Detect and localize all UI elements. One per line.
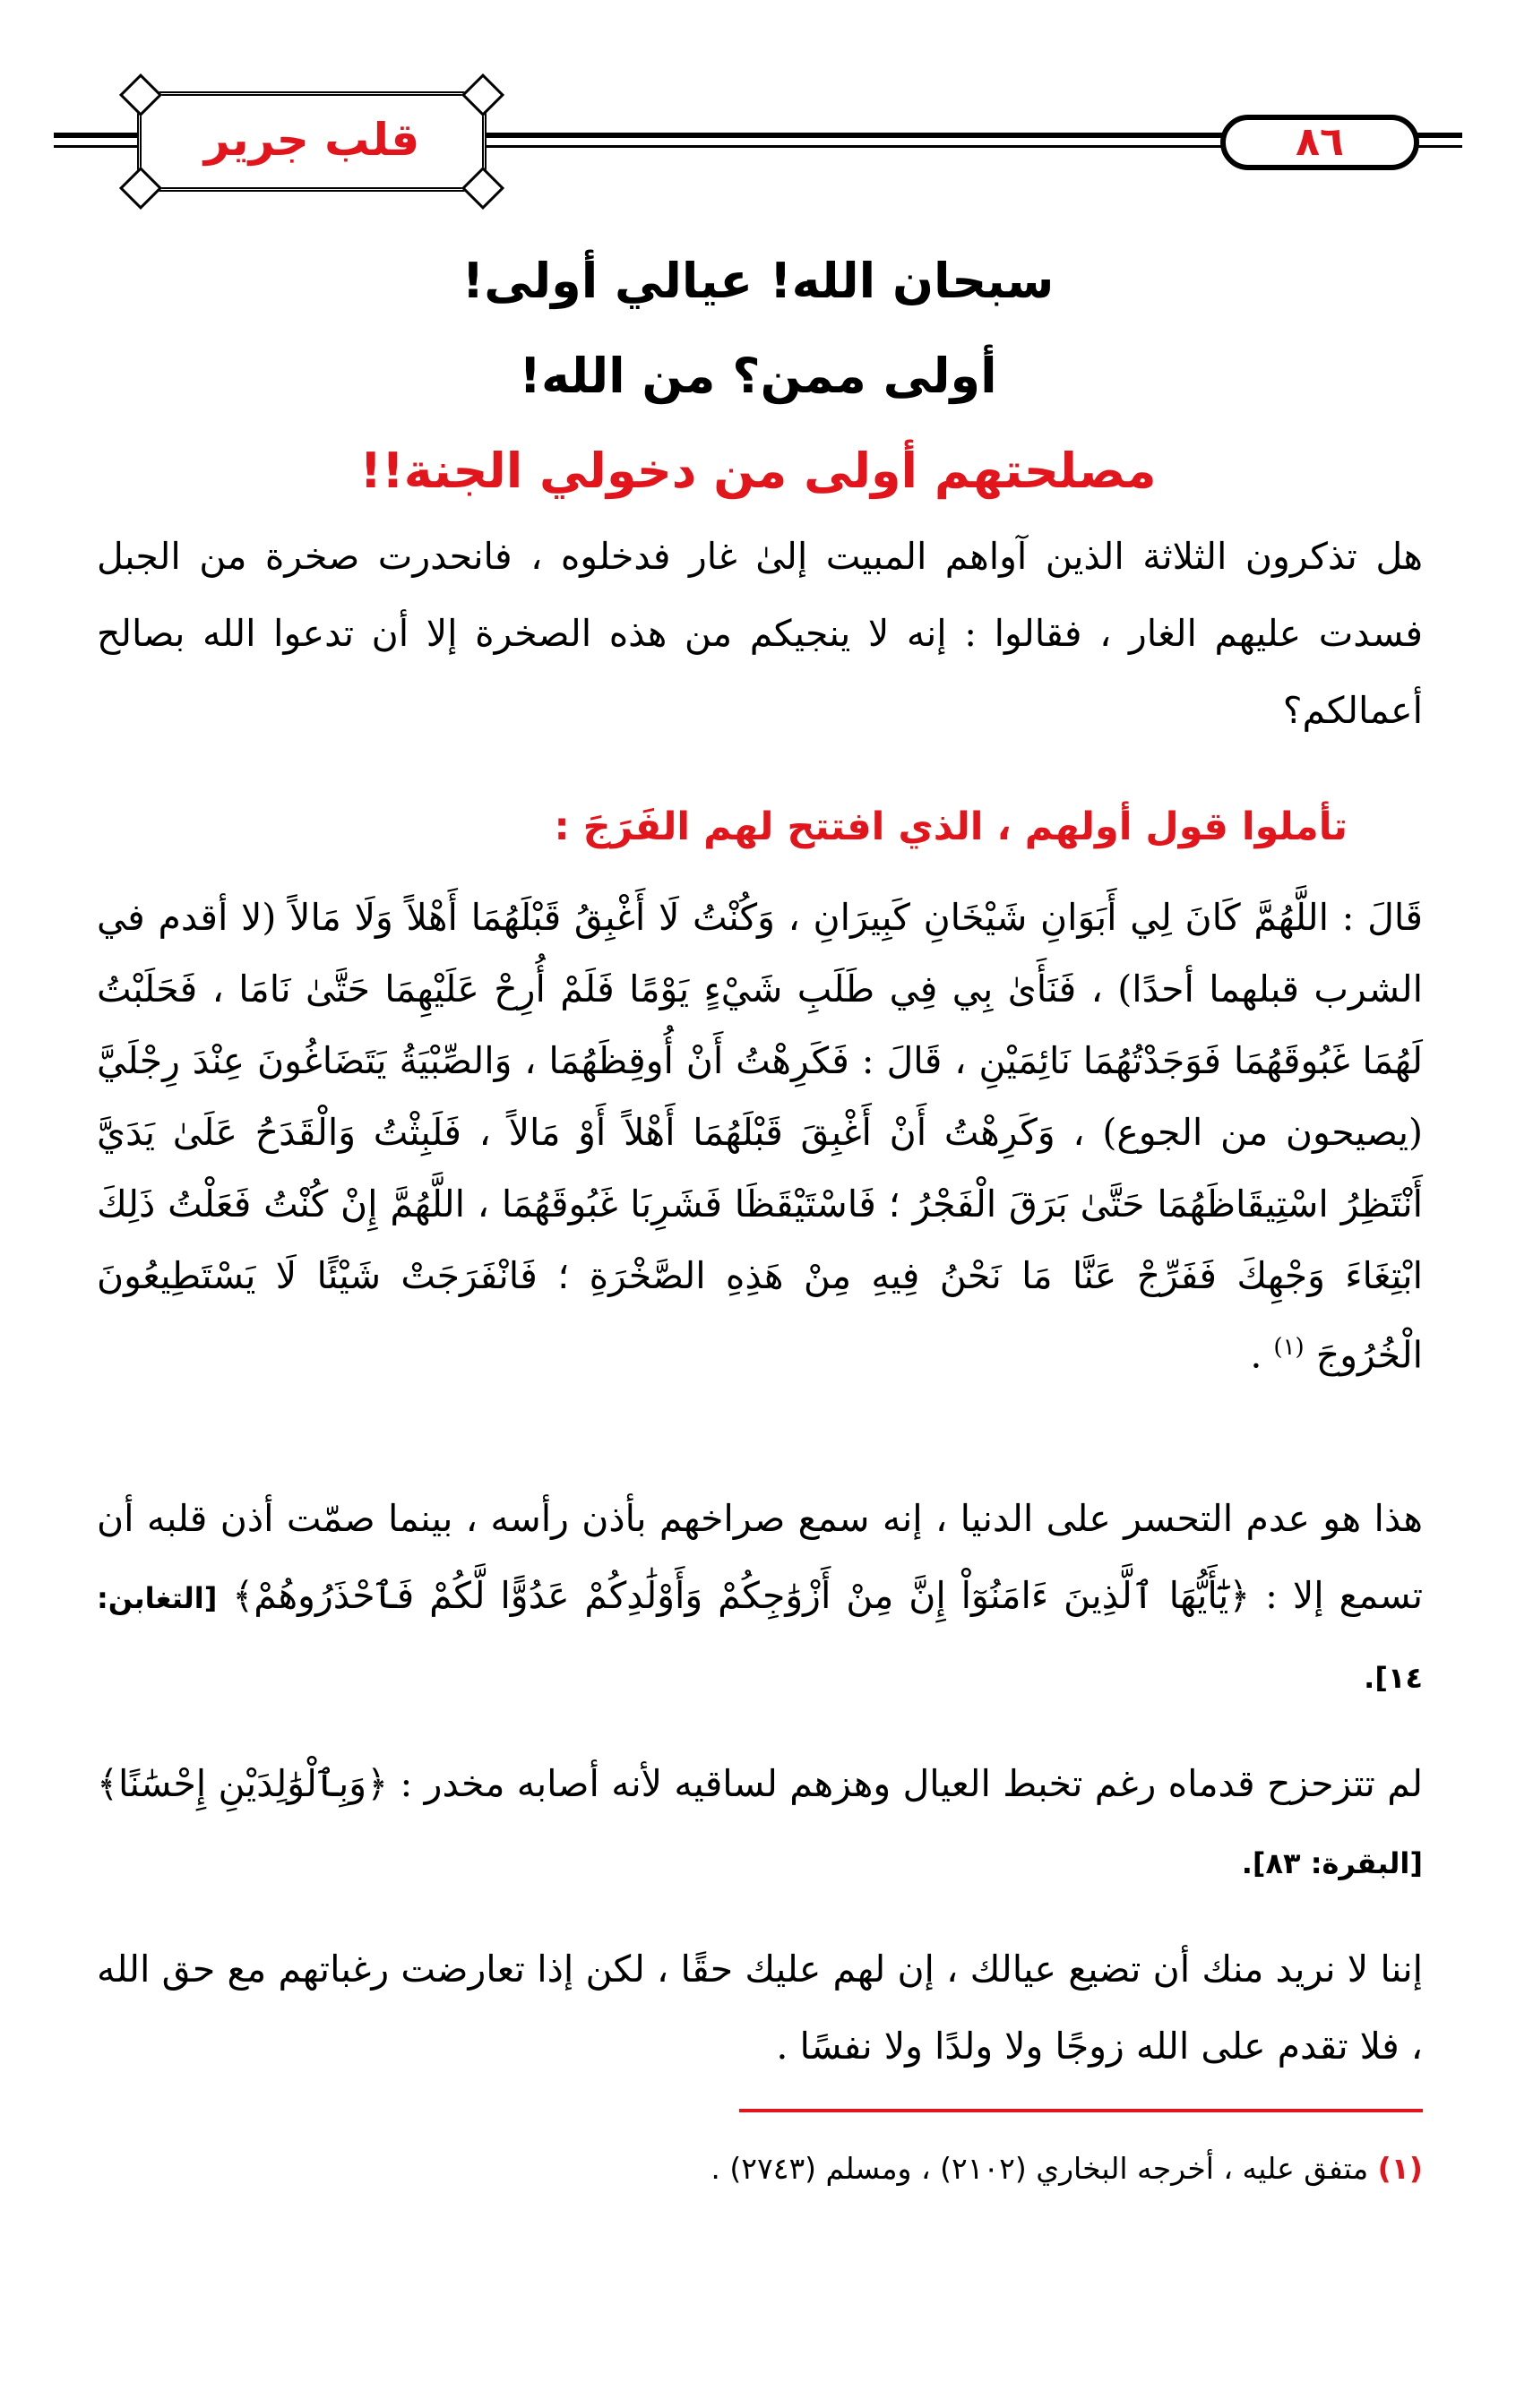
footnote-reference[interactable]: (١) xyxy=(1273,1334,1305,1361)
quran-verse-1: ﴿يَٰٓأَيُّهَا ٱلَّذِينَ ءَامَنُوٓاْ إِنَّ مِنْ أَزْوَٰجِكُمْ وَأَوْلَٰدِكُمْ عَدُوًّا لَّكُمْ فَٱحْذَرُوهُمْ﴾ xyxy=(232,1574,1251,1617)
paragraph-3 xyxy=(97,1480,1423,1716)
hadith-end: . xyxy=(1250,1333,1262,1377)
hadith-text: قَالَ : اللَّهُمَّ كَانَ لِي أَبَوَانِ شَيْخَانِ كَبِيرَانِ ، وَكُنْتُ لَا أَغْبِقُ قَبْلَهُمَا أَهْلاً وَلَا مَالاً (لا أقدم في الشرب قبلهما أحدًا) ، فَنَأَىٰ بِي فِي طَلَبِ شَيْءٍ يَوْمًا فَلَمْ أُرِحْ عَلَيْهِمَا حَتَّىٰ نَامَا ، فَحَلَبْتُ لَهُمَا غَبُوقَهُمَا فَوَجَدْتُهُمَا نَائِمَيْنِ ، قَالَ : فَكَرِهْتُ أَنْ أُوقِظَهُمَا ، وَالصِّبْيَةُ يَتَضَاغُونَ عِنْدَ رِجْلَيَّ (يصيحون من الجوع) ، وَكَرِهْتُ أَنْ أَغْبِقَ قَبْلَهُمَا أَهْلاً أَوْ مَالاً ، فَلَبِثْتُ وَالْقَدَحُ عَلَىٰ يَدَيَّ أَنْتَظِرُ اسْتِيقَاظَهُمَا حَتَّىٰ بَرَقَ الْفَجْرُ ؛ فَاسْتَيْقَظَا فَشَرِبَا غَبُوقَهُمَا ، اللَّهُمَّ إِنْ كُنْتُ فَعَلْتُ ذَلِكَ ابْتِغَاءَ وَجْهِكَ فَفَرِّجْ عَنَّا مَا نَحْنُ فِيهِ مِنْ هَذِهِ الصَّخْرَةِ ؛ فَانْفَرَجَتْ شَيْئًا لَا يَسْتَطِيعُونَ الْخُرُوجَ xyxy=(97,896,1423,1377)
paragraph-1-text: هل تذكرون الثلاثة الذين آواهم المبيت إلىٰ غار فدخلوه ، فانحدرت صخرة من الجبل فسدت عليهم الغار ، فقالوا : إنه لا ينجيكم من هذه الصخرة إلا أن تدعوا الله بصالح أعمالكم؟ xyxy=(97,535,1423,732)
quran-verse-2: ﴿وَبِٱلْوَٰلِدَيْنِ إِحْسَٰنًا﴾ xyxy=(97,1762,389,1805)
paragraph-3-text: هذا هو عدم التحسر على الدنيا ، إنه سمع صراخهم بأذن رأسه ، بينما صمّت أذن قلبه أن تسمع إلا : xyxy=(97,1497,1423,1617)
frame-corner-ornament xyxy=(461,73,504,116)
paragraph-2 xyxy=(97,882,1423,1391)
page-number: ٨٦ xyxy=(1296,119,1344,165)
verse-reference-1: [التغابن: ١٤]. xyxy=(97,1581,1423,1695)
subheading: تأملوا قول أولهم ، الذي افتتح لهم الفَرَجَ : xyxy=(554,804,1348,849)
footnote-divider xyxy=(739,2109,1423,2112)
book-title: قلب جرير xyxy=(203,114,420,166)
frame-corner-ornament xyxy=(461,167,504,210)
footnote-text: متفق عليه ، أخرجه البخاري (٢١٠٢) ، ومسلم (٢٧٤٣) . xyxy=(711,2151,1369,2186)
paragraph-4 xyxy=(97,1745,1423,1902)
frame-corner-ornament xyxy=(119,167,162,210)
paragraph-1 xyxy=(97,518,1423,749)
paragraph-5 xyxy=(97,1931,1423,2085)
heading-line-1: سبحان الله! عيالي أولى! xyxy=(461,253,1055,309)
verse-reference-2: [البقرة: ٨٣]. xyxy=(1241,1846,1423,1880)
footnote xyxy=(97,2148,1423,2189)
heading-line-2: أولى ممن؟ من الله! xyxy=(519,348,997,404)
frame-corner-ornament xyxy=(119,73,162,116)
paragraph-4-text: لم تتزحزح قدماه رغم تخبط العيال وهزهم لساقيه لأنه أصابه مخدر : xyxy=(400,1762,1423,1805)
paragraph-5-text: إننا لا نريد منك أن تضيع عيالك ، إن لهم عليك حقًا ، لكن إذا تعارضت رغباتهم مع حق الله ، فلا تقدم على الله زوجًا ولا ولدًا ولا نفسًا . xyxy=(97,1948,1423,2068)
footnote-marker: (١) xyxy=(1377,2151,1423,2186)
section-title: مصلحتهم أولى من دخولي الجنة!! xyxy=(359,443,1157,499)
